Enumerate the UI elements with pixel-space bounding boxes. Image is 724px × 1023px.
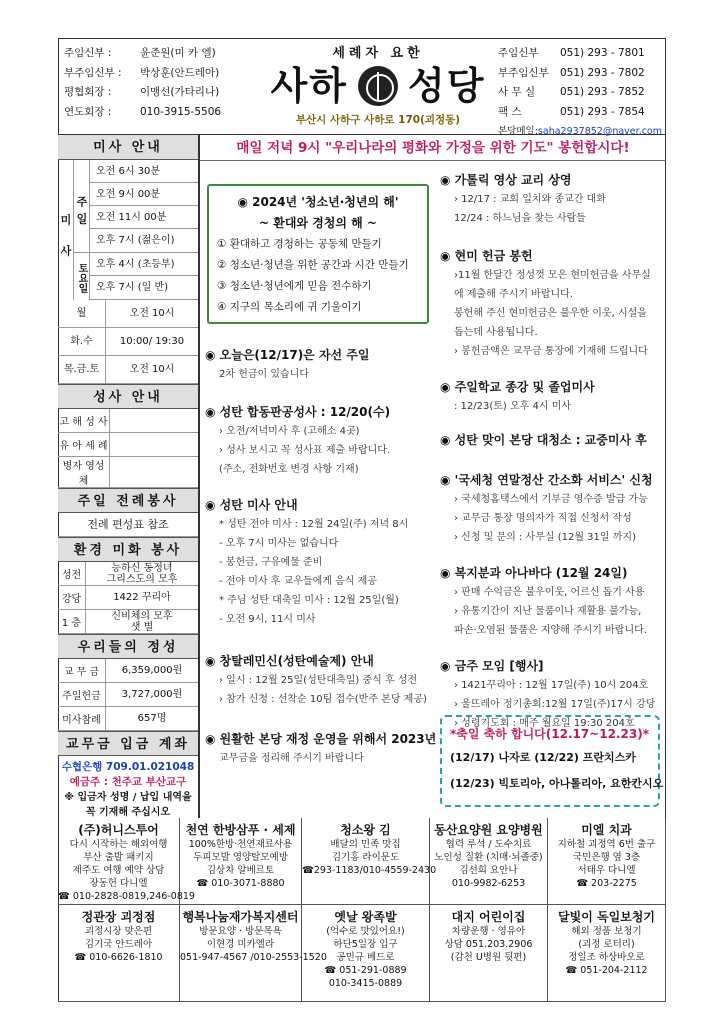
- ad-card: [180, 905, 327, 1002]
- ad-line: 김상차 알베르토: [206, 865, 275, 876]
- env-name: 성전: [58, 562, 86, 585]
- ad-line: 차량운행 · 영유아: [451, 926, 526, 937]
- account-bank: 수협은행 709.01.021048: [61, 761, 195, 773]
- contact-row: [498, 103, 664, 123]
- ad-line: ☎ 010-2828-0819,246-0819: [58, 891, 195, 902]
- ad-line: 방문요양 · 방문목욕: [199, 926, 282, 937]
- notice-line: : 12/23(토) 오후 4시 미사: [454, 401, 572, 412]
- ad-name: 미엘 치과: [581, 823, 632, 837]
- notice-block: [205, 651, 437, 709]
- ad-name: (주)허니스투어: [78, 823, 159, 837]
- sacrament-row: [58, 433, 198, 457]
- ad-line: 상담 051.203.2906: [444, 939, 533, 950]
- staff-role: 부주임신부 :: [64, 66, 122, 79]
- ad-line: 배달의 민족 맛집: [330, 839, 401, 850]
- youth-subtitle: ~ 환대와 경청의 해 ~: [259, 216, 377, 230]
- ad-card: [302, 818, 437, 905]
- ad-name: 행복나눔재가복지센터: [182, 910, 299, 924]
- feast-line: (12/23) 빅토리아, 아나톨리아, 요한칸시오: [450, 777, 664, 790]
- church-address: 부산시 사하구 사하로 170(괴정동): [295, 114, 461, 126]
- mass-title: 미사 안내: [58, 135, 198, 160]
- ad-line: 장동헌 다니엘: [89, 878, 148, 889]
- offering-name: 교 무 금: [58, 659, 106, 682]
- ad-card: [548, 905, 666, 1002]
- youth-year-box: [207, 184, 429, 324]
- ad-line: ☎293-1183/010-4559-2430: [302, 865, 437, 876]
- youth-item: ③ 청소년·청년에게 믿음 전수하기: [217, 280, 372, 292]
- altar-text: 전례 편성표 참조: [58, 513, 198, 537]
- notice-title: ◉ 주일학교 종강 및 졸업미사: [440, 380, 595, 394]
- contact-row: [498, 83, 664, 103]
- account-title: 교무금 입금 계좌: [58, 731, 198, 756]
- notice-line: 2차 헌금이 있습니다: [219, 369, 309, 380]
- ad-line: 협력 루석 / 도수치료: [445, 839, 532, 850]
- staff-row: [64, 83, 260, 103]
- offering-value: 3,727,000원: [121, 689, 183, 700]
- ad-line: 괴정시장 맞은편: [84, 926, 153, 937]
- ad-card: [430, 905, 548, 1002]
- weekday-mass-list: [58, 300, 198, 384]
- feast-title: *축일 축하 합니다(12.17~12.23)*: [450, 727, 649, 741]
- env-list: [58, 562, 198, 634]
- notice-line: › 일시 : 12월 25일(성탄대축일) 중식 후 성전: [219, 675, 418, 686]
- notice-line: 봉헌해 주신 현미헌금은 불우한 이웃, 시설을: [454, 308, 647, 319]
- youth-item: ④ 지구의 목소리에 귀 기울이기: [217, 301, 362, 313]
- weekday-day: 화.수: [58, 328, 106, 355]
- ad-line: 정일조 하상바오로: [568, 952, 645, 963]
- notice-title: ◉ 복지분과 아나바다 (12월 24일): [440, 566, 628, 580]
- notice-column-right: [440, 170, 662, 743]
- sacrament-name: 고 해 성 사: [58, 409, 110, 432]
- ad-name: 옛날 왕족발: [334, 910, 397, 924]
- staff-role: 평협회장 :: [64, 86, 112, 98]
- notice-title: ◉ '국세청 연말정산 간소화 서비스' 신청: [440, 473, 653, 487]
- sacrament-title: 성사 안내: [58, 384, 198, 409]
- contact-label: 주임신부: [498, 47, 539, 59]
- notice-block: [205, 345, 437, 384]
- env-value: 1422 꾸리아: [113, 592, 171, 603]
- notice-line: 12/24 : 하느님을 찾는 사람들: [454, 213, 586, 224]
- weekday-row: [58, 356, 198, 384]
- ad-line: 010-3415-0889: [328, 978, 403, 989]
- staff-row: [64, 64, 260, 84]
- mass-time: 오전 11시 00분: [90, 206, 198, 229]
- header: [58, 38, 666, 135]
- ad-card: [430, 818, 548, 905]
- left-column: [58, 135, 198, 820]
- youth-title: ◉ 2024년 '청소년·청년의 해': [237, 195, 399, 209]
- notice-line: 에 제출해 주시기 바랍니다.: [454, 289, 573, 300]
- header-staff-list: [64, 44, 260, 122]
- notice-line: › 12/17 : 교회 일치와 종교간 대화: [454, 194, 606, 205]
- env-name: 강당: [58, 586, 86, 609]
- ad-line: 다시 시작하는 해외여행: [69, 839, 168, 850]
- notice-block: [205, 495, 437, 629]
- ad-line: 국민은행 옆 3층: [572, 852, 641, 863]
- ad-line: 이현경 미카엘라: [206, 939, 275, 950]
- email-label: 본당메일:: [498, 126, 538, 137]
- env-name: 1 층: [58, 610, 86, 633]
- notice-block: [440, 563, 662, 640]
- mass-label: 미사: [58, 160, 74, 300]
- notice-line: › 유통기간이 지난 물품이나 재활용 불가능,: [454, 606, 642, 617]
- mass-time: 오후 4시 (초등부): [90, 253, 198, 276]
- notice-line: 파손·오염된 물품은 지양해 주시기 바랍니다.: [454, 625, 647, 636]
- env-title: 환경 미화 봉사: [58, 537, 198, 562]
- email-link[interactable]: saha2937852@naver.com: [537, 126, 662, 137]
- ad-card: [548, 818, 666, 905]
- ad-line: 하단5일장 입구: [333, 939, 398, 950]
- notice-line: 교무금을 정리해 주시기 바랍니다: [219, 753, 364, 764]
- altar-title: 주일 전례봉사: [58, 488, 198, 513]
- church-title: [263, 38, 493, 135]
- ad-line: ☎ 010-6626-1810: [74, 952, 163, 963]
- contact-row: [498, 44, 664, 64]
- notice-line: › 성령기도회 : 매주 월요일 19:30 204호: [454, 718, 635, 729]
- notice-title: ◉ 창탈레민신(성탄예술제) 안내: [205, 654, 374, 668]
- staff-row: [64, 44, 260, 64]
- notice-line: › 신청 및 문의 : 사무실 (12월 31일 까지): [454, 532, 636, 543]
- offering-name: 주일헌금: [58, 683, 106, 706]
- weekday-time: 오전 10시: [129, 308, 175, 319]
- mass-time-list: [90, 160, 198, 300]
- notice-line: ›11월 한달간 정성껏 모은 현미헌금을 사무실: [454, 270, 651, 281]
- saturday-label: 토요일: [74, 253, 90, 300]
- offering-value: 657명: [137, 713, 167, 724]
- notice-title: ◉ 가톨릭 영상 교리 상영: [440, 173, 572, 187]
- contact-phone: 051) 293 - 7854: [560, 105, 645, 118]
- offering-row: [58, 683, 198, 707]
- notice-line: › 봉헌금액은 교무금 통장에 기재해 드립니다: [454, 346, 648, 357]
- ad-name: 대지 어린이집: [451, 910, 526, 924]
- env-row: [58, 610, 198, 634]
- notice-title: ◉ 성탄 합동판공성사 : 12/20(수): [205, 405, 391, 419]
- sacrament-name: 병자 영성체: [58, 457, 110, 487]
- youth-list: [217, 234, 419, 318]
- church-name-a: 사하: [270, 64, 348, 108]
- contact-row: [498, 64, 664, 84]
- ad-name: 달빛이 독일보청기: [558, 910, 655, 924]
- offering-title: 우리들의 정성: [58, 634, 198, 659]
- notice-block: [440, 170, 662, 228]
- feast-line: (12/17) 나자로 (12/22) 프란치스카: [450, 751, 636, 764]
- ad-line: (괴정 로터리): [578, 939, 635, 950]
- ad-line: 010-9982-6253: [451, 878, 526, 889]
- weekday-row: [58, 328, 198, 356]
- notice-line: * 성탄 전야 미사 : 12월 24일(주) 저녁 8시: [219, 519, 409, 530]
- weekday-day: 목.금.토: [58, 356, 106, 383]
- notice-title: ◉ 현미 헌금 봉헌: [440, 249, 533, 263]
- ad-name: 청소왕 김: [340, 823, 391, 837]
- notice-title: ◉ 원활한 본당 재정 운영을 위해서 2023년: [205, 732, 437, 746]
- staff-name: 박상훈(안드레아): [140, 66, 220, 79]
- sacrament-name: 유 아 세 례: [58, 433, 110, 456]
- env-row: [58, 562, 198, 586]
- ad-line: 김기홍 라이문도: [331, 852, 400, 863]
- ad-name: 동산요양원 요양병원: [434, 823, 543, 837]
- offering-row: [58, 707, 198, 731]
- sunday-label: 주일: [74, 160, 90, 253]
- notice-line: › 오전/저녁미사 후 (고해소 4곳): [219, 426, 360, 437]
- notice-line: › 교무금 통장 명의자가 직접 신청서 작성: [454, 513, 632, 524]
- ad-line: ☎ 051-291-0889: [324, 965, 407, 976]
- notice-block: [205, 729, 437, 768]
- ad-card: [302, 905, 430, 1002]
- ad-line: 부산 출발 패키지: [83, 852, 154, 863]
- staff-row: [64, 103, 260, 123]
- notice-line: - 봉헌금, 구유예물 준비: [219, 557, 323, 568]
- env-value: 신비체의 모후 샛 별: [111, 610, 173, 633]
- ad-line: ☎ 010-3071-8880: [196, 878, 285, 889]
- offering-value: 6,359,000원: [121, 665, 183, 676]
- ad-line: ☎ 203-2275: [576, 878, 637, 889]
- weekday-day: 월: [58, 300, 106, 327]
- staff-role: 주임신부 :: [64, 47, 112, 59]
- feast-box: [440, 715, 664, 807]
- mass-time: 오전 9시 00분: [90, 183, 198, 206]
- contact-phone: 051) 293 - 7801: [560, 47, 645, 59]
- env-row: [58, 586, 198, 610]
- sacrament-row: [58, 457, 198, 488]
- notice-line: › 성사 보시고 꼭 성사표 제출 바랍니다.: [219, 445, 391, 456]
- contact-label: 사 무 실: [498, 86, 536, 98]
- notice-line: › 1421꾸리아 : 12월 17일(주) 10시 204호: [454, 680, 649, 691]
- ad-name: 정관장 괴정점: [81, 910, 156, 924]
- weekday-time: 오전 10시: [129, 364, 175, 375]
- account-info: [58, 756, 198, 820]
- column-divider: [198, 135, 200, 818]
- ad-line: 100%한방·천연재료사용: [188, 839, 293, 850]
- notice-block: [440, 246, 662, 361]
- ad-card: [180, 818, 302, 905]
- staff-name: 이맹선(가타리나): [140, 86, 220, 98]
- church-tagline: 세례자 요한: [332, 46, 424, 61]
- notice-title: ◉ 성탄 미사 안내: [205, 498, 298, 512]
- sacrament-list: [58, 409, 198, 488]
- notice-block: [440, 470, 662, 547]
- contact-label: 부주임신부: [498, 66, 549, 79]
- mass-time: 오전 6시 30분: [90, 160, 198, 183]
- ad-line: 김선희 요안나: [459, 865, 518, 876]
- ad-line: 서태우 다니엘: [577, 865, 636, 876]
- notice-line: › 판매 수익금은 불우이웃, 어르신 돕기 사용: [454, 587, 645, 598]
- ad-card: [58, 905, 180, 1002]
- ad-line: 지하철 괴정역 6번 출구: [557, 839, 656, 850]
- notice-column-left: [205, 345, 437, 778]
- church-name: [263, 64, 493, 108]
- notice-line: * 주님 성탄 대축일 미사 : 12월 25일(월): [219, 595, 399, 606]
- mass-table: [58, 160, 198, 300]
- weekday-row: [58, 300, 198, 328]
- ad-name: 천연 한방삼푸 · 세제: [185, 823, 296, 837]
- ad-line: 두피모발 영양탈모예방: [193, 852, 288, 863]
- feast-list: [450, 745, 664, 797]
- notice-title: ◉ 성탄 맞이 본당 대청소 : 교중미사 후: [440, 433, 647, 447]
- youth-item: ② 청소년·청년을 위한 공간과 시간 만들기: [217, 259, 409, 271]
- ad-card: [58, 818, 195, 905]
- notice-line: - 오후 7시 미사는 없습니다: [219, 538, 339, 549]
- ad-line: 공민규 베드로: [336, 952, 395, 963]
- notice-line: › 국세청홈택스에서 기부금 영수증 발급 가능: [454, 494, 648, 505]
- contact-phone: 051) 293 - 7852: [560, 86, 645, 98]
- weekday-time: 10:00/ 19:30: [119, 336, 185, 347]
- account-owner: 예금주 : 천주교 부산교구: [69, 776, 187, 788]
- notice-title: ◉ 오늘은(12/17)은 자선 주일: [205, 348, 370, 362]
- ad-line: 해외 정품 보청기: [571, 926, 642, 937]
- notice-line: - 오전 9시, 11시 미사: [219, 614, 316, 625]
- notice-title: ◉ 금주 모임 [행사]: [440, 659, 544, 673]
- notice-block: [440, 430, 662, 450]
- notice-line: (주소, 전화번호 변경 사항 기재): [219, 464, 359, 475]
- mass-time: 오후 7시 (젊은이): [90, 229, 198, 253]
- ad-line: 051-947-4567 /010-2553-1520: [180, 952, 327, 963]
- ad-line: 제주도 여행 예약 상담: [72, 865, 165, 876]
- header-contacts: [498, 44, 664, 142]
- ad-line: 노인성 질환 (치매·뇌졸중): [434, 852, 543, 863]
- church-logo-icon: [358, 66, 398, 106]
- sacrament-row: [58, 409, 198, 433]
- staff-name: 010-3915-5506: [140, 105, 222, 118]
- account-note: ※ 입금자 성명 / 납입 내역을 꼭 기재해 주십시오: [64, 792, 192, 818]
- notice-block: [440, 377, 662, 416]
- staff-name: 윤준원(미 카 엘): [140, 47, 216, 59]
- offering-name: 미사참례: [58, 707, 106, 730]
- contact-label: 팩 스: [498, 105, 522, 118]
- notice-line: › 참가 신청 : 선착순 10팀 접수(반주 본당 제공): [219, 694, 427, 705]
- ad-line: ☎ 051-204-2112: [565, 965, 648, 976]
- church-name-b: 성당: [408, 64, 486, 108]
- ad-line: (억수로 맛있어요!): [326, 926, 405, 937]
- notice-line: › 울뜨레아 정기총회:12월 17일(주)17시 강당: [454, 699, 656, 710]
- staff-role: 연도회장 :: [64, 105, 112, 118]
- notice-line: 돕는데 사용됩니다.: [454, 327, 538, 338]
- mass-time: 오후 7시 (일 반): [90, 276, 198, 300]
- offering-list: [58, 659, 198, 731]
- notice-block: [205, 402, 437, 479]
- ad-line: 김기국 안드레아: [84, 939, 153, 950]
- ad-line: (감천 U병원 뒷편): [450, 952, 527, 963]
- youth-item: ① 환대하고 경청하는 공동체 만들기: [217, 238, 382, 250]
- offering-row: [58, 659, 198, 683]
- notice-line: - 전야 미사 후 교우들에게 음식 제공: [219, 576, 377, 587]
- env-value: 능하신 동정녀 그리스도의 모후: [106, 562, 178, 585]
- contact-phone: 051) 293 - 7802: [560, 66, 645, 79]
- prayer-banner: 매일 저녁 9시 "우리나라의 평화와 가정을 위한 기도" 봉헌합시다!: [200, 135, 666, 161]
